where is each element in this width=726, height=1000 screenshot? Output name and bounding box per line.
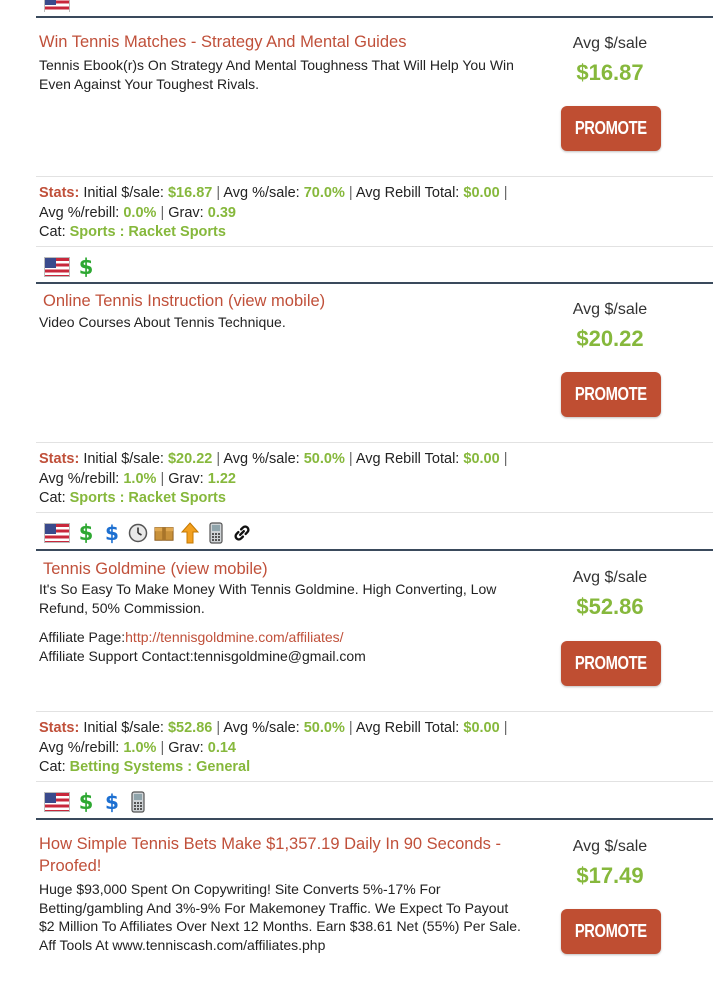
stats-pipe: |	[216, 451, 221, 467]
listing-title-link[interactable]: Win Tennis Matches - Strategy And Mental Guides	[39, 33, 407, 51]
avg-sale-label: Avg $/sale	[572, 569, 648, 586]
avg-pct-sale-label: Avg %/sale:	[223, 451, 300, 467]
listing-divider	[36, 818, 713, 820]
category-label: Cat:	[39, 224, 66, 240]
avg-pct-sale-value: 50.0%	[303, 451, 345, 467]
avg-sale-label: Avg $/sale	[572, 301, 648, 318]
us-flag-icon	[44, 792, 70, 812]
stats-pipe: |	[503, 720, 508, 736]
icons-separator	[36, 246, 713, 247]
category-link[interactable]: Sports : Racket Sports	[69, 490, 226, 506]
stats-pipe: |	[348, 185, 353, 201]
rebill-icon: $	[105, 790, 119, 814]
stats-pipe: |	[216, 185, 221, 201]
category-label: Cat:	[39, 490, 66, 506]
stats-separator	[36, 711, 713, 712]
listing-icons	[44, 790, 148, 814]
avg-pct-rebill-value: 1.0%	[123, 470, 157, 487]
dollar-icon: $	[78, 790, 94, 814]
avg-pct-rebill-label: Avg %/rebill:	[39, 739, 120, 756]
link-icon	[232, 522, 252, 544]
avg-rebill-total-label: Avg Rebill Total:	[355, 720, 460, 736]
initial-sale-value: $20.22	[167, 451, 213, 467]
avg-sale-label: Avg $/sale	[572, 35, 648, 52]
avg-sale-value: $17.49	[576, 863, 644, 888]
upsell-arrow-icon	[180, 522, 200, 544]
affiliate-support-contact: Affiliate Support Contact:tennisgoldmine@gmail.com	[39, 648, 366, 664]
promote-button[interactable]	[561, 641, 661, 686]
grav-label: Grav:	[168, 470, 204, 487]
stats-pipe: |	[348, 720, 353, 736]
affiliate-page-link[interactable]: http://tennisgoldmine.com/affiliates/	[125, 629, 344, 645]
dollar-icon: $	[78, 521, 94, 545]
affiliate-page	[39, 628, 539, 647]
avg-pct-rebill-label: Avg %/rebill:	[39, 204, 120, 221]
listing-description: Tennis Ebook(r)s On Strategy And Mental Toughness That Will Help You Win Even Against Your Toughest Rivals.	[39, 57, 514, 92]
listing-title-link[interactable]: Tennis Goldmine (view mobile)	[43, 560, 268, 578]
mobile-phone-icon	[128, 791, 148, 813]
avg-pct-sale-value: 70.0%	[303, 185, 345, 201]
listing-stats	[39, 719, 599, 778]
avg-pct-sale-value: 50.0%	[303, 720, 345, 736]
initial-sale-label: Initial $/sale:	[83, 451, 164, 467]
stats-heading: Stats:	[39, 720, 80, 736]
promote-button[interactable]	[561, 372, 661, 417]
avg-pct-rebill-value: 0.0%	[123, 204, 157, 221]
listing-title-link[interactable]: Online Tennis Instruction (view mobile)	[43, 292, 326, 310]
promote-button[interactable]	[561, 909, 661, 954]
avg-rebill-total-label: Avg Rebill Total:	[355, 185, 460, 201]
previous-listing-icons	[44, 0, 70, 12]
grav-label: Grav:	[168, 739, 204, 756]
promote-label: PROMOTE	[575, 384, 647, 404]
listing-stats	[39, 450, 599, 509]
avg-rebill-total-value: $0.00	[463, 185, 500, 201]
listing-divider	[36, 16, 713, 18]
avg-pct-sale-label: Avg %/sale:	[223, 185, 300, 201]
us-flag-icon	[44, 523, 70, 543]
initial-sale-label: Initial $/sale:	[83, 185, 164, 201]
stats-pipe: |	[216, 720, 221, 736]
listing-description: Video Courses About Tennis Technique.	[39, 314, 286, 330]
icons-separator	[36, 512, 713, 513]
avg-pct-rebill-label: Avg %/rebill:	[39, 470, 120, 487]
listing-divider	[36, 282, 713, 284]
avg-rebill-total-label: Avg Rebill Total:	[355, 451, 460, 467]
avg-sale-value: $52.86	[576, 594, 644, 619]
listing-title-link[interactable]: How Simple Tennis Bets Make $1,357.19 Daily In 90 Seconds - Proofed!	[39, 835, 501, 875]
dollar-icon: $	[78, 255, 94, 279]
us-flag-icon	[44, 0, 70, 12]
initial-sale-label: Initial $/sale:	[83, 720, 164, 736]
promote-button[interactable]	[561, 106, 661, 151]
affiliate-page-label: Affiliate Page:	[39, 629, 126, 645]
promote-label: PROMOTE	[575, 921, 647, 941]
listing-stats	[39, 184, 599, 243]
initial-sale-value: $16.87	[167, 185, 213, 201]
stats-separator	[36, 442, 713, 443]
category-link[interactable]: Betting Systems : General	[69, 759, 251, 775]
avg-rebill-total-value: $0.00	[463, 451, 500, 467]
stats-pipe: |	[348, 451, 353, 467]
listing-icons	[44, 521, 252, 545]
avg-pct-rebill-value: 1.0%	[123, 739, 157, 756]
us-flag-icon	[44, 257, 70, 277]
stats-pipe: |	[160, 739, 165, 756]
category-link[interactable]: Sports : Racket Sports	[69, 224, 226, 240]
stats-pipe: |	[160, 470, 165, 487]
stats-heading: Stats:	[39, 451, 80, 467]
package-icon	[154, 522, 174, 544]
category-label: Cat:	[39, 759, 66, 775]
promote-label: PROMOTE	[575, 653, 647, 673]
avg-rebill-total-value: $0.00	[463, 720, 500, 736]
avg-sale-label: Avg $/sale	[572, 838, 648, 855]
grav-label: Grav:	[168, 204, 204, 221]
grav-value: 1.22	[207, 470, 236, 487]
stats-pipe: |	[160, 204, 165, 221]
promote-label: PROMOTE	[575, 118, 647, 138]
listing-description: Huge $93,000 Spent On Copywriting! Site Converts 5%-17% For Betting/gambling And 3%-9% For Makemoney Traffic. We Expect To Payout $2 Million To Affiliates Over Next 12 Months. Earn $38.61 Net (55%) Per Sale. Aff Tools At www.tenniscash.com/affiliates.php	[39, 881, 521, 953]
rebill-icon: $	[105, 521, 119, 545]
avg-pct-sale-label: Avg %/sale:	[223, 720, 300, 736]
mobile-phone-icon	[206, 522, 226, 544]
icons-separator	[36, 781, 713, 782]
initial-sale-value: $52.86	[167, 720, 213, 736]
stats-pipe: |	[503, 451, 508, 467]
stats-pipe: |	[503, 185, 508, 201]
stats-heading: Stats:	[39, 185, 80, 201]
avg-sale-value: $20.22	[576, 326, 644, 351]
avg-sale-value: $16.87	[576, 60, 644, 85]
stats-separator	[36, 176, 713, 177]
listing-description: It's So Easy To Make Money With Tennis Goldmine. High Converting, Low Refund, 50% Commission.	[39, 581, 497, 616]
grav-value: 0.14	[207, 739, 236, 756]
listing-divider	[36, 549, 713, 551]
grav-value: 0.39	[207, 204, 236, 221]
listing-icons	[44, 255, 96, 279]
clock-icon	[128, 522, 148, 544]
